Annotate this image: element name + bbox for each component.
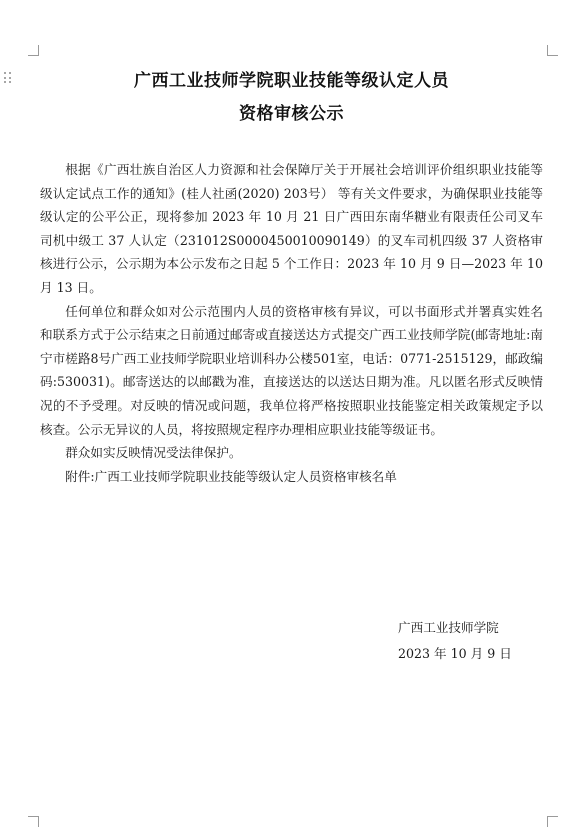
paragraph-objection: 任何单位和群众如对公示范围内人员的资格审核有异议，可以书面形式并署真实姓名和联系方式于公示结束之日前通过邮寄或直接送达方式提交广西工业技师学院(邮寄地址:南宁市槎路8号广西工业技师学院职业培训科办公楼501室，电话：0771-2515129，邮政编码:530031)。邮寄送达的以邮戳为准，直接送达的以送达日期为准。凡以匿名形式反映情况的不予受理。对反映的情况或问题，我单位将严格按照职业技能鉴定相关政策规定予以核查。公示无异议的人员，将按照规定程序办理相应职业技能等级证书。: [40, 303, 543, 437]
paragraph-requirements: 根据《广西壮族自治区人力资源和社会保障厅关于开展社会培训评价组织职业技能等级认定试点工作的通知》(桂人社函(2020) 203号） 等有关文件要求，为确保职业技能等级认定的公平公正，现将参加 2023 年 10 月 21 日广西田东南华糖业有限责任公司叉车司机中级工 37 人认定（231012S0000450010090149）的叉车司机四级 37 人资格审核进行公示，公示期为本公示发布之日起 5 个工作日：2023 年 10 月 9 日—2023 年 10 月 13 日。: [40, 162, 543, 295]
margin-corner-bottom-right: [547, 816, 558, 827]
margin-corner-bottom-left: [28, 816, 39, 827]
margin-corner-top-right: [547, 45, 558, 56]
page-title: 广西工业技师学院职业技能等级认定人员: [134, 71, 449, 91]
paragraph-protection: 群众如实反映情况受法律保护。: [65, 445, 242, 461]
page-subtitle: 资格审核公示: [239, 104, 344, 124]
paragraph-attachment: 附件:广西工业技师学院职业技能等级认定人员资格审核名单: [65, 468, 397, 484]
signature-date: 2023 年 10 月 9 日: [398, 646, 512, 661]
margin-corner-top-left: [28, 45, 39, 56]
signature-org: 广西工业技师学院: [398, 620, 499, 635]
notice-body: [40, 158, 543, 488]
